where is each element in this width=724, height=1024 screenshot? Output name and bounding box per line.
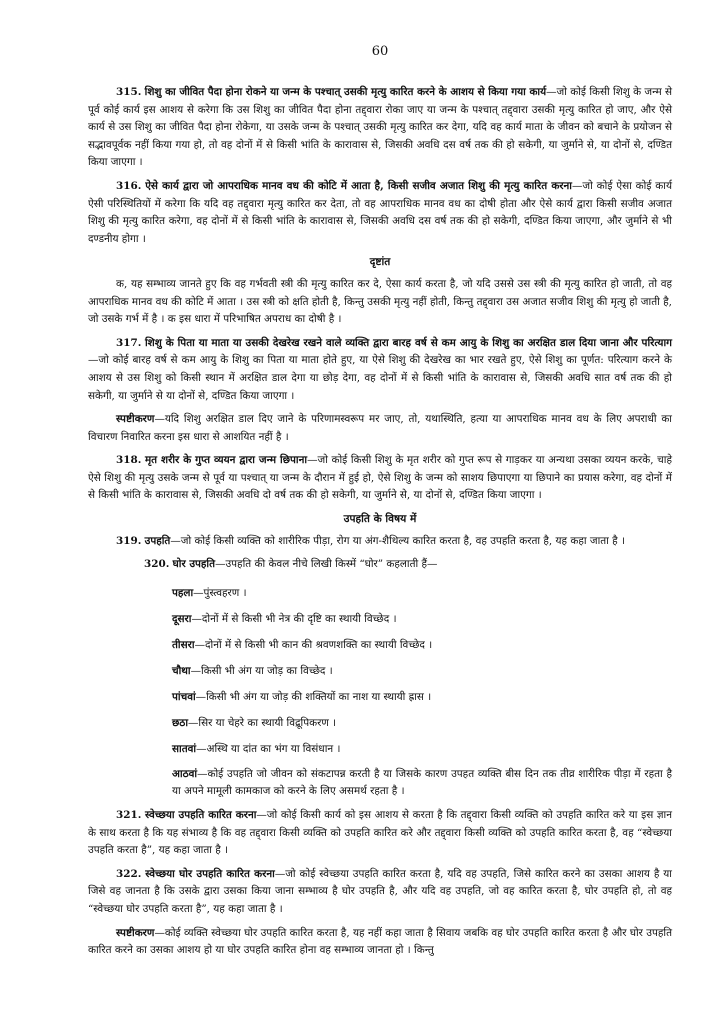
list-item-text: —अस्थि या दांत का भंग या विसंधान । — [196, 742, 341, 755]
section-title: ऐसे कार्य द्वारा जो आपराधिक मानव वध की कोटि में आता है, किसी सजीव अजात शिशु की मृत्यु कारित करना — [145, 179, 573, 192]
grievous-hurt-list — [88, 580, 672, 762]
hurt-heading: उपहति के विषय में — [343, 513, 417, 526]
section-322 — [88, 866, 672, 919]
section-title: शिशु के पिता या माता या उसकी देखरेख रखने वाले व्यक्ति द्वारा बारह वर्ष से कम आयु के शिशु का अरक्षित डाल दिया जाना और परित्याग — [144, 336, 672, 349]
section-number: 316. — [116, 179, 142, 192]
section-number: 315. — [116, 86, 142, 98]
section-316 — [88, 178, 672, 248]
section-text: —जो कोई ऐसा कोई कार्य ऐसी परिस्थितियों में करेगा कि यदि वह तद्द्वारा मृत्यु कारित कर देता, तो वह आपराधिक मानव वध का दोषी होता और ऐसे कार्य द्वारा किसी सजीव अजात शिशु की मृत्यु कारित करेगा, वह दोनों में से किसी भांति के कारावास से, जिसकी अवधि दस वर्ष तक की हो सकेगी, दण्डित किया जाएगा, और जुर्माने से भी दण्डनीय होगा । — [88, 179, 672, 245]
list-item — [172, 658, 672, 684]
list-item-text: —कोई उपहति जो जीवन को संकटापन्न करती है या जिसके कारण उपहत व्यक्ति बीस दिन तक तीव्र शारीरिक पीड़ा में रहता है या अपने मामूली कामकाज को करने के लिए असमर्थ रहता है । — [172, 767, 672, 798]
section-text: —जो कोई किसी कार्य को इस आशय से करता है कि तद्द्वारा किसी व्यक्ति को उपहति कारित करे या इस ज्ञान के साथ करता है कि यह संभाव्य है कि वह तद्द्वारा किसी व्यक्ति को उपहति कारित करे और तद्द्वारा किसी व्यक्ति को उपहति कारित करता है, वह “स्वेच्छया उपहति करता है”, यह कहा जाता है । — [88, 809, 672, 857]
section-text: —जो कोई किसी शिशु के जन्म से पूर्व कोई कार्य इस आशय से करेगा कि उस शिशु का जीवित पैदा होना तद्द्वारा रोका जाए या जन्म के पश्चात् तद्द्वारा उसकी मृत्यु कारित हो जाए, और ऐसे कार्य से उस शिशु का जीवित पैदा होना रोकेगा, या उसके जन्म के पश्चात् उसकी मृत्यु कारित कर देगा, यदि वह कार्य माता के जीवन को बचाने के प्रयोजन से सद्भावपूर्वक नहीं किया गया हो, तो वह दोनों में से किसी भांति के कारावास से, जिसकी अवधि दस वर्ष तक की हो सकेगी, या जुर्माने से, या दोनों से, दण्डित किया जाएगा । — [88, 86, 672, 169]
list-item — [172, 632, 672, 658]
section-title: शिशु का जीवित पैदा होना रोकने या जन्म के पश्चात् उसकी मृत्यु कारित करने के आशय से किया गया कार्य — [144, 86, 547, 98]
explanation-text: —कोई व्यक्ति स्वेच्छया घोर उपहति कारित करता है, यह नहीं कहा जाता है सिवाय जबकि वह घोर उपहति कारित करता है और घोर उपहति कारित करने का उसका आशय हो या घोर उपहति कारित होना वह सम्भाव्य जानता हो । किन्तु — [88, 926, 672, 957]
explanation-322 — [88, 925, 672, 960]
page-number: 60 — [371, 44, 389, 59]
list-item-label: दूसरा — [172, 612, 192, 625]
list-item-text: —सिर या चेहरे का स्थायी विद्रूपिकरण । — [188, 716, 337, 729]
list-item-label: सातवां — [172, 742, 197, 755]
explanation-text: —यदि शिशु अरक्षित डाल दिए जाने के परिणामस्वरूप मर जाए, तो, यथास्थिति, हत्या या आपराधिक मानव वध के लिए अपराधी का विचारण निवारित करना इस धारा से आशयित नहीं है । — [88, 413, 672, 443]
section-title: घोर उपहति — [172, 558, 216, 571]
section-number: 319. — [116, 534, 142, 547]
list-item-label: चौथा — [172, 664, 191, 677]
list-item-text: —दोनों में से किसी भी कान की श्रवणशक्ति का स्थायी विच्छेद । — [194, 638, 433, 651]
list-item-text: —दोनों में से किसी भी नेत्र की दृष्टि का स्थायी विच्छेद । — [191, 612, 397, 625]
list-item-text: —किसी भी अंग या जोड़ का विच्छेद । — [190, 664, 333, 677]
section-321 — [88, 807, 672, 860]
section-318 — [88, 452, 672, 505]
section-317 — [88, 335, 672, 405]
section-text: —उपहति की केवल नीचे लिखी किस्में “घोर” कहलाती हैं— — [215, 558, 438, 571]
list-item-text: —पुंस्त्वहरण । — [193, 586, 247, 599]
section-320 — [88, 556, 672, 574]
section-number: 318. — [116, 454, 142, 467]
section-text: —जो कोई स्वेच्छया उपहति कारित करता है, यदि वह उपहति, जिसे कारित करने का उसका आशय है या जिसे वह जानता है कि उसके द्वारा उसका किया जाना सम्भाव्य है घोर उपहति है, और यदि वह उपहति, जो वह कारित करता है, घोर उपहति हो, तो वह “स्वेच्छया घोर उपहति करता है”, यह कहा जाता है । — [88, 867, 672, 915]
section-number: 320. — [144, 558, 170, 571]
explanation-label: स्पष्टीकरण — [116, 413, 155, 426]
list-item-label: छठा — [172, 716, 189, 729]
illustration-heading: दृष्टांत — [369, 256, 391, 269]
grievous-eighth — [88, 766, 672, 801]
section-text: —जो कोई किसी शिशु के मृत शरीर को गुप्त रूप से गाड़कर या अन्यथा उसका व्ययन करके, चाहे ऐसे शिशु की मृत्यु उसके जन्म से पूर्व या पश्चात् या जन्म के दौरान में हुई हो, ऐसे शिशु के जन्म को साशय छिपाएगा या छिपाने का प्रयास करेगा, वह दोनों में से किसी भांति के कारावास से, जिसकी अवधि दो वर्ष तक की हो सकेगी, या जुर्माने से, या दोनों से, दण्डित किया जाएगा । — [88, 454, 672, 502]
section-number: 321. — [116, 809, 142, 822]
list-item — [172, 736, 672, 762]
list-item — [172, 580, 672, 606]
list-item-text: —किसी भी अंग या जोड़ की शक्तियों का नाश या स्थायी ह्रास । — [195, 690, 432, 703]
explanation-317 — [88, 411, 672, 446]
section-319 — [88, 533, 672, 551]
list-item — [172, 710, 672, 736]
section-title: स्वेच्छया घोर उपहति कारित करना — [145, 867, 275, 880]
section-number: 322. — [116, 867, 142, 880]
list-item-label: तीसरा — [172, 638, 195, 651]
section-text: —जो कोई बारह वर्ष से कम आयु के शिशु का पिता या माता होते हुए, या ऐसे शिशु की देखरेख का भार रखते हुए, ऐसे शिशु का पूर्णत: परित्याग करने के आशय से उस शिशु को किसी स्थान में अरक्षित डाल देगा या छोड़ देगा, वह दोनों में से किसी भांति के कारावास से, जिसकी अवधि सात वर्ष तक की हो सकेगी, या जुर्माने से या दोनों से, दण्डित किया जाएगा । — [88, 354, 672, 402]
section-315 — [88, 84, 672, 172]
list-item-label: पांचवां — [172, 690, 196, 703]
illustration-text: क, यह सम्भाव्य जानते हुए कि वह गर्भवती स्त्री की मृत्यु कारित कर दे, ऐसा कार्य करता है, जो यदि उससे उस स्त्री की मृत्यु कारित हो जाती, तो वह आपराधिक मानव वध की कोटि में आता । उस स्त्री को क्षति होती है, किन्तु उसकी मृत्यु नहीं होती, किन्तु तद्द्वारा उस अजात सजीव शिशु की मृत्यु हो जाती है, जो उसके गर्भ में है । क इस धारा में परिभाषित अपराध का दोषी है । — [88, 277, 672, 326]
section-number: 317. — [116, 336, 142, 349]
section-title: मृत शरीर के गुप्त व्ययन द्वारा जन्म छिपाना — [144, 454, 308, 467]
list-item-label: पहला — [172, 586, 194, 599]
list-item — [172, 606, 672, 632]
section-text: —जो कोई किसी व्यक्ति को शारीरिक पीड़ा, रोग या अंग-शैथिल्य कारित करता है, वह उपहति करता है, यह कहा जाता है । — [170, 534, 625, 547]
section-title: उपहति — [144, 534, 171, 547]
explanation-label: स्पष्टीकरण — [116, 926, 155, 939]
list-item — [172, 684, 672, 710]
section-title: स्वेच्छया उपहति कारित करना — [144, 809, 257, 822]
list-item-label: आठवां — [172, 767, 198, 780]
